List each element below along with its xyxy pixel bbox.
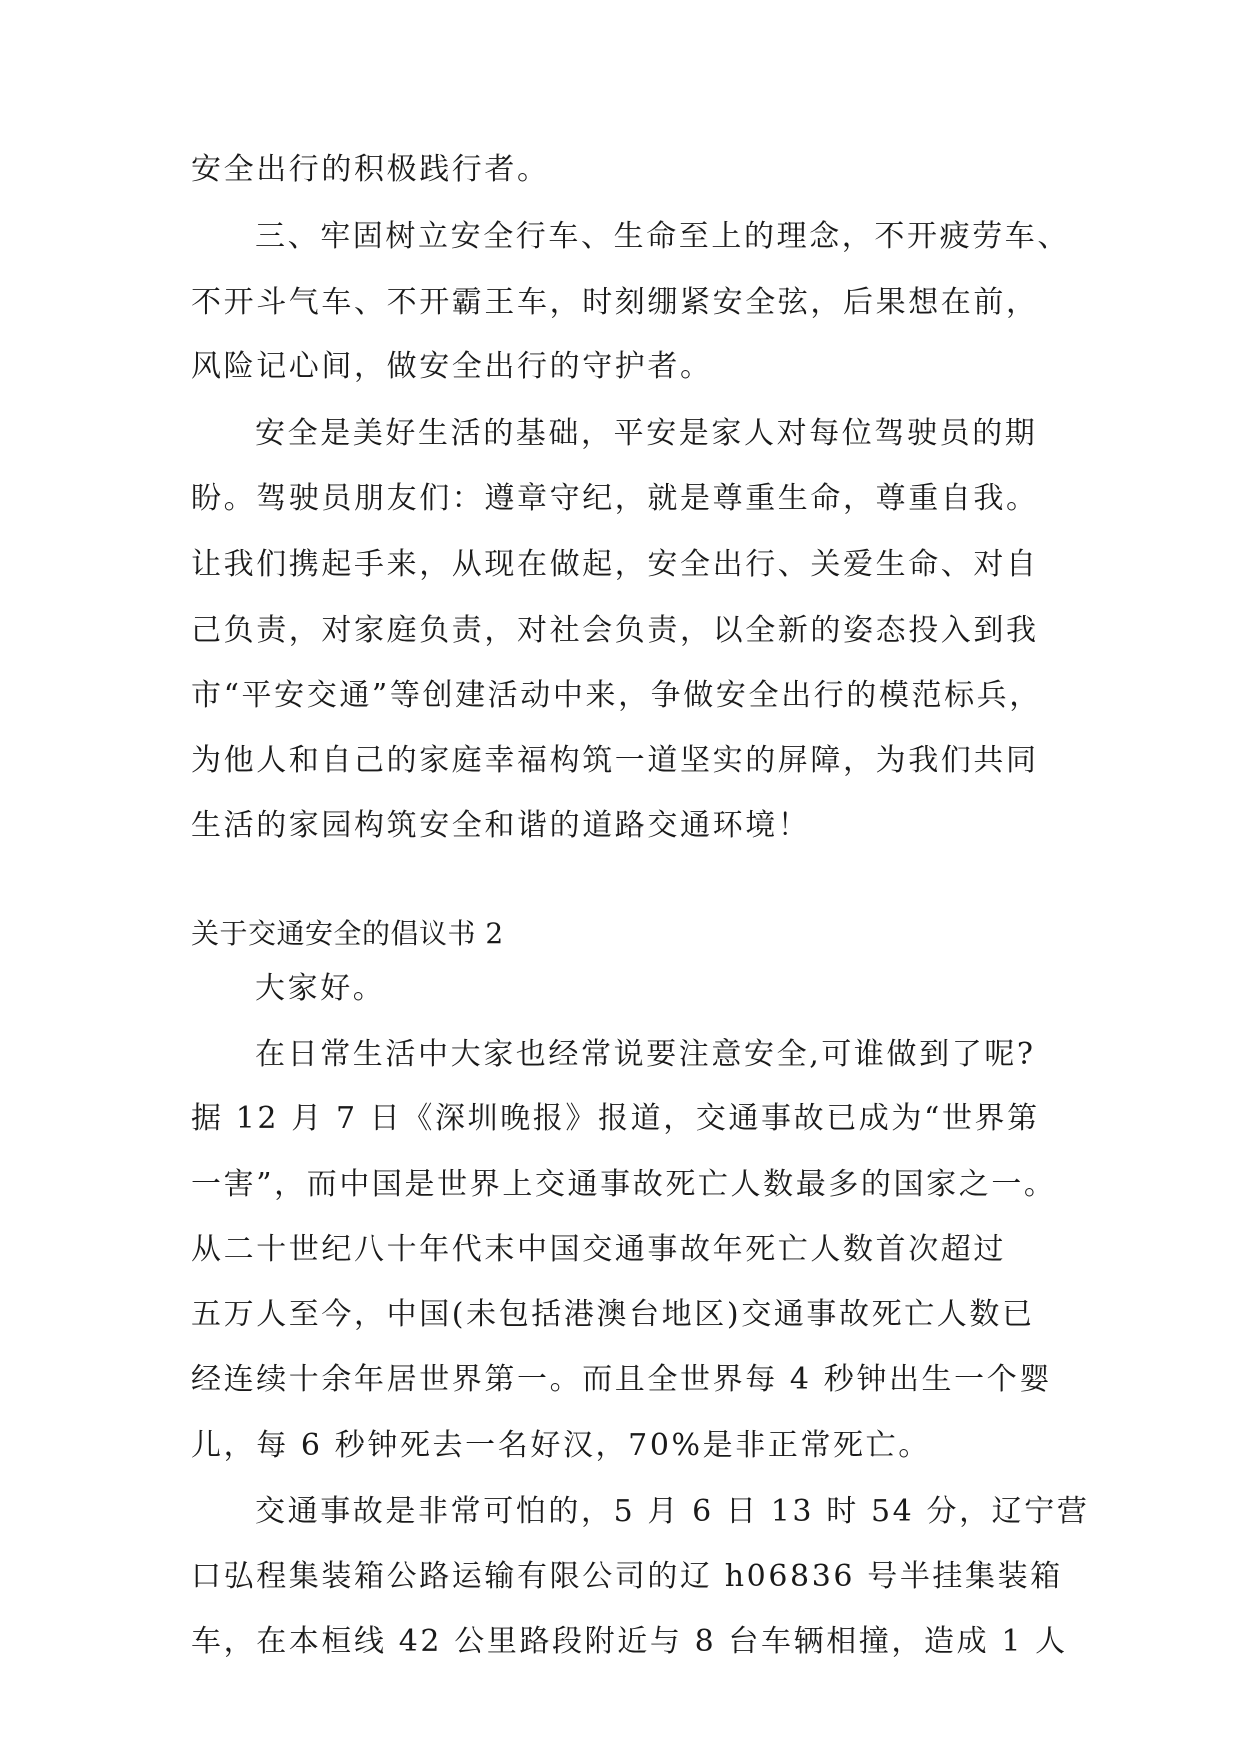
- paragraph-line: 不开斗气车、不开霸王车，时刻绷紧安全弦，后果想在前，: [191, 285, 1039, 320]
- paragraph-line: 五万人至今，中国(未包括港澳台地区)交通事故死亡人数已: [191, 1297, 1035, 1332]
- paragraph-line: 市“平安交通”等创建活动中来，争做安全出行的模范标兵，: [191, 678, 1042, 713]
- paragraph-line: 在日常生活中大家也经常说要注意安全,可谁做到了呢?: [255, 1037, 1036, 1072]
- paragraph-line: 安全出行的积极践行者。: [191, 152, 550, 187]
- greeting-line: 大家好。: [255, 971, 386, 1006]
- paragraph-line: 据 12 月 7 日《深圳晚报》报道，交通事故已成为“世界第: [191, 1101, 1040, 1136]
- paragraph-line: 车，在本桓线 42 公里路段附近与 8 台车辆相撞，造成 1 人: [191, 1624, 1068, 1659]
- paragraph-line: 生活的家园构筑安全和谐的道路交通环境！: [191, 808, 811, 843]
- paragraph-line: 己负责，对家庭负责，对社会负责，以全新的姿态投入到我: [191, 613, 1039, 648]
- paragraph-line: 为他人和自己的家庭幸福构筑一道坚实的屏障，为我们共同: [191, 743, 1039, 778]
- paragraph-line: 经连续十余年居世界第一。而且全世界每 4 秒钟出生一个婴: [191, 1362, 1052, 1397]
- section-title: 关于交通安全的倡议书 2: [191, 917, 504, 950]
- paragraph-line: 儿，每 6 秒钟死去一名好汉，70%是非正常死亡。: [191, 1428, 931, 1463]
- paragraph-line: 交通事故是非常可怕的，5 月 6 日 13 时 54 分，辽宁营: [255, 1494, 1090, 1529]
- paragraph-line: 安全是美好生活的基础，平安是家人对每位驾驶员的期: [255, 416, 1038, 451]
- paragraph-line: 让我们携起手来，从现在做起，安全出行、关爱生命、对自: [191, 547, 1039, 582]
- paragraph-line: 风险记心间，做安全出行的守护者。: [191, 349, 713, 384]
- paragraph-line: 口弘程集装箱公路运输有限公司的辽 h06836 号半挂集装箱: [191, 1559, 1063, 1594]
- paragraph-line: 盼。驾驶员朋友们：遵章守纪，就是尊重生命，尊重自我。: [191, 481, 1039, 516]
- paragraph-line: 从二十世纪八十年代末中国交通事故年死亡人数首次超过: [191, 1232, 1006, 1267]
- paragraph-line: 三、牢固树立安全行车、生命至上的理念，不开疲劳车、: [255, 219, 1070, 254]
- paragraph-line: 一害”，而中国是世界上交通事故死亡人数最多的国家之一。: [191, 1167, 1057, 1202]
